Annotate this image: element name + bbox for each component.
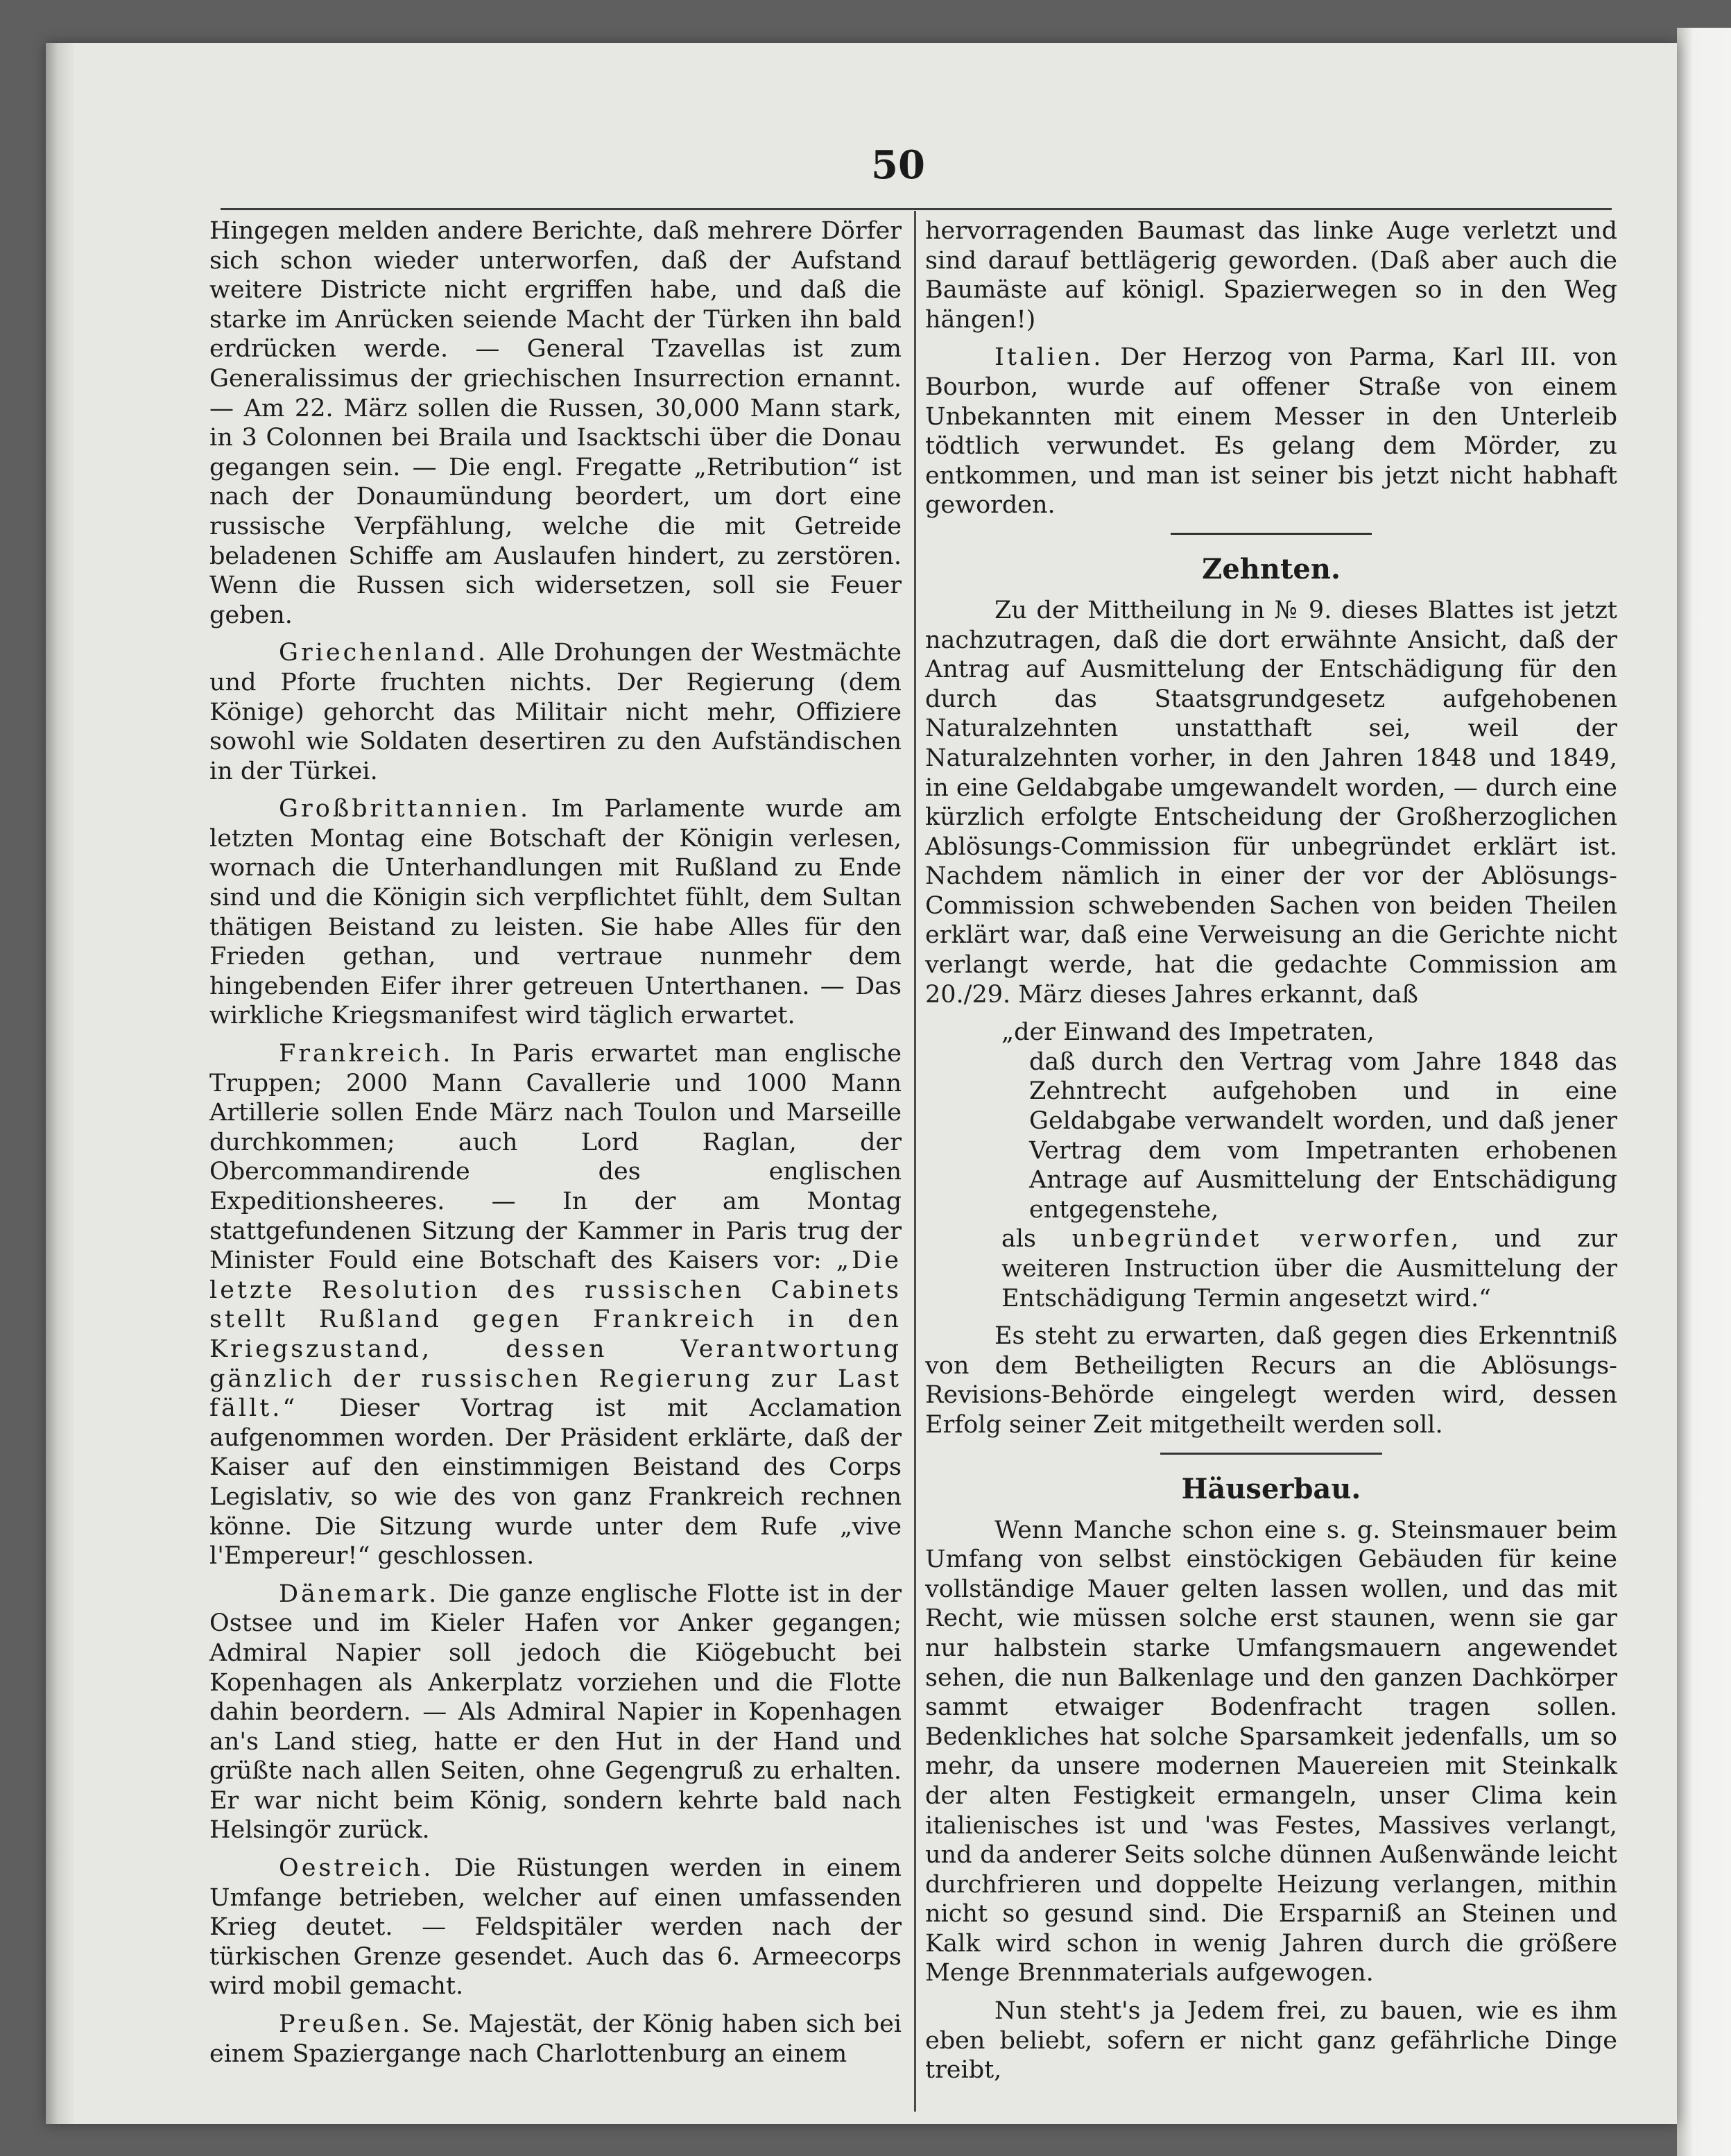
country-label: Preußen. [279,2010,413,2039]
country-label: Großbrittannien. [279,795,531,823]
section-text-continued: Dieser Vortrag ist mit Acclamation aufgenommen worden. Der Präsident erklärte, daß der Kaiser auf den einstimmigen Beistand des Corps Legislativ, so wie des von ganz Frankreich rechnen könne. Die Sitzung wurde unter dem Rufe „vive l'Empereur!“ geschlossen. [209,1394,902,1571]
section-daenemark [209,1580,902,1845]
kaiser-quote: „Die letzte Resolution des russischen Cabinets stellt Rußland gegen Frankreich in den Kriegszustand, dessen Verantwortung gänzlich der russischen Regierung zur Last fällt.“ [209,1247,902,1423]
next-page-edge [1677,28,1731,2156]
zehnten-quote-last [1001,1224,1617,1313]
country-label: Oestreich. [279,1854,434,1883]
section-divider [1171,533,1372,535]
heading-haeuserbau: Häuserbau. [1181,1472,1361,1505]
section-text: Die Rüstungen werden in einem Umfange betrieben, welcher auf einen umfassenden Krieg deutet. — Feldspitäler werden nach der türkischen Grenze gesendet. Auch das 6. Armeecorps wird mobil gemacht. [209,1854,902,2001]
section-text: Im Parlamente wurde am letzten Montag eine Botschaft der Königin verlesen, wornach die Unterhandlungen mit Rußland zu Ende sind und die Königin sich verpflichtet fühlt, dem Sultan thätigen Beistand zu leisten. Sie habe Alles für den Frieden gethan, und vertraue nunmehr dem hingebenden Eifer ihrer getreuen Unterthanen. — Das wirkliche Kriegsmanifest wird täglich erwartet. [209,795,902,1030]
country-label: Italien. [994,343,1104,372]
section-text: In Paris erwartet man englische Truppen; 2000 Mann Cavallerie und 1000 Mann Artillerie sollen Ende März nach Toulon und Marseille durchkommen; auch Lord Raglan, der Obercommandirende des englischen Expeditionsheeres. — In der am Montag stattgefundenen Sitzung der Kammer in Paris trug der Minister Fould eine Botschaft des Kaisers vor: [209,1040,902,1275]
section-text: Die ganze englische Flotte ist in der Ostsee und im Kieler Hafen vor Anker gegangen; Admiral Napier soll jedoch die Kiögebucht bei Kopenhagen als Ankerplatz vorziehen und die Flotte dahin beordern. — Als Admiral Napier in Kopenhagen an's Land stieg, hatte er den Hut in der Hand und grüßte nach allen Seiten, ohne Gegengruß zu erhalten. Er war nicht beim König, sondern kehrte bald nach Helsingör zurück. [209,1580,902,1845]
haeuserbau-paragraph-1: Wenn Manche schon eine s. g. Steinsmauer beim Umfang von selbst einstöckigen Gebäuden für keine vollständige Mauer gelten lassen wollen, und das mit Recht, wie müssen solche erst staunen, wenn sie gar nur halbstein starke Umfangsmauern angewendet sehen, die nun Balkenlage und den ganzen Dachkörper sammt etwaiger Bodenfracht tragen sollen. Bedenkliches hat solche Sparsamkeit jedenfalls, um so mehr, da unsere modernen Mauereien mit Steinkalk der alten Festigkeit ermangeln, unser Clima kein italienisches ist und 'was Festes, Massives verlangt, und da anderer Seits solche dünnen Außenwände leicht durchfrieren und doppelte Heizung verlangen, mithin nicht so gesund sind. Die Ersparniß an Steinen und Kalk wird schon in wenig Jahren durch die größere Menge Brennmaterials aufgewogen. [925,1516,1617,1987]
section-italien [925,343,1617,520]
zehnten-intro: Zu der Mittheilung in № 9. dieses Blattes ist jetzt nachzutragen, daß die dort erwähnte Ansicht, daß der Antrag auf Ausmittelung der Entschädigung für den durch das Staatsgrundgesetz aufgehobenen Naturalzehnten unstatthaft sei, weil der Naturalzehnten vorher, in den Jahren 1848 und 1849, in eine Geldabgabe umgewandelt worden, — durch eine kürzlich erfolgte Entscheidung der Großherzoglichen Ablösungs-Commission für unbegründet erklärt ist. Nachdem nämlich in einer der vor der Ablösungs-Commission schwebenden Sachen von beiden Theilen erklärt war, daß eine Verweisung an die Gerichte nicht verlangt werde, hat die gedachte Commission am 20./29. März dieses Jahres erkannt, daß [925,596,1617,1009]
section-oestreich [209,1854,902,2001]
page-gutter-shadow [46,43,74,2124]
country-label: Dänemark. [279,1580,440,1608]
haeuserbau-paragraph-2: Nun steht's ja Jedem frei, zu bauen, wie es ihm eben beliebt, sofern er nicht ganz gefährliche Dinge treibt, [925,1997,1617,2085]
section-text: Alle Drohungen der Westmächte und Pforte fruchten nichts. Der Regierung (dem Könige) gehorcht das Militair nicht mehr, Offiziere sowohl wie Soldaten desertiren zu den Aufständischen in der Türkei. [209,639,902,785]
section-text: Der Herzog von Parma, Karl III. von Bourbon, wurde auf offener Straße von einem Unbekannten mit einem Messer in den Unterleib tödtlich verwundet. Es gelang dem Mörder, zu entkommen, und man ist seiner bis jetzt nicht habhaft geworden. [925,343,1617,520]
header-rule [221,208,1612,210]
quote-text-end: , und zur weiteren Instruction über die Ausmittelung der Entschädigung Termin angesetzt wird.“ [1001,1225,1617,1312]
column-divider [914,211,916,2112]
country-label: Frankreich. [279,1040,454,1068]
zehnten-closing: Es steht zu erwarten, daß gegen dies Erkenntniß von dem Betheiligten Recurs an die Ablösungs-Revisions-Behörde eingelegt werden wird, dessen Erfolg seiner Zeit mitgetheilt werden soll. [925,1322,1617,1439]
heading-zehnten: Zehnten. [1202,552,1341,585]
paragraph-continuation: hervorragenden Baumast das linke Auge verletzt und sind darauf bettlägerig geworden. (Daß aber auch die Baumäste auf königl. Spazierwegen so in den Weg hängen!) [925,217,1617,334]
country-label: Griechenland. [279,639,489,667]
section-divider [1160,1453,1382,1455]
paragraph-insurrection: Hingegen melden andere Berichte, daß mehrere Dörfer sich schon wieder unterworfen, daß der Aufstand weitere Districte nicht ergriffen habe, und daß die starke im Anrücken seiende Macht der Türken ihn bald erdrücken werde. — General Tzavellas ist zum Generalissimus der griechischen Insurrection ernannt. — Am 22. März sollen die Russen, 30,000 Mann stark, in 3 Colonnen bei Braila und Isacktschi über die Donau gegangen sein. — Die engl. Fregatte „Retribution“ ist nach der Donaumündung beordert, um dort eine russische Verpfählung, welche die mit Getreide beladenen Schiffe am Auslaufen hindert, zu zerstören. Wenn die Russen sich widersetzen, soll sie Feuer geben. [209,217,902,629]
quote-text: als [1001,1225,1072,1254]
section-preussen [209,2010,902,2069]
section-grossbritannien [209,794,902,1031]
section-text: Se. Majestät, der König haben sich bei einem Spaziergange nach Charlottenburg an einem [209,2010,902,2068]
left-column [209,216,902,2077]
quote-spaced-text: unbegründet verworfen [1071,1225,1452,1254]
zehnten-quote-mid: daß durch den Vertrag vom Jahre 1848 das Zehntrecht aufgehoben und in eine Geldabgabe verwandelt worden, und daß jener Vertrag dem vom Impetranten erhobenen Antrage auf Ausmittelung der Entschädigung entgegenstehe, [1029,1047,1617,1224]
zehnten-quote-first: „der Einwand des Impetraten, [1001,1018,1375,1047]
right-column [925,216,1617,2094]
page-number: 50 [871,142,925,188]
section-griechenland [209,638,902,786]
section-frankreich [209,1039,902,1571]
